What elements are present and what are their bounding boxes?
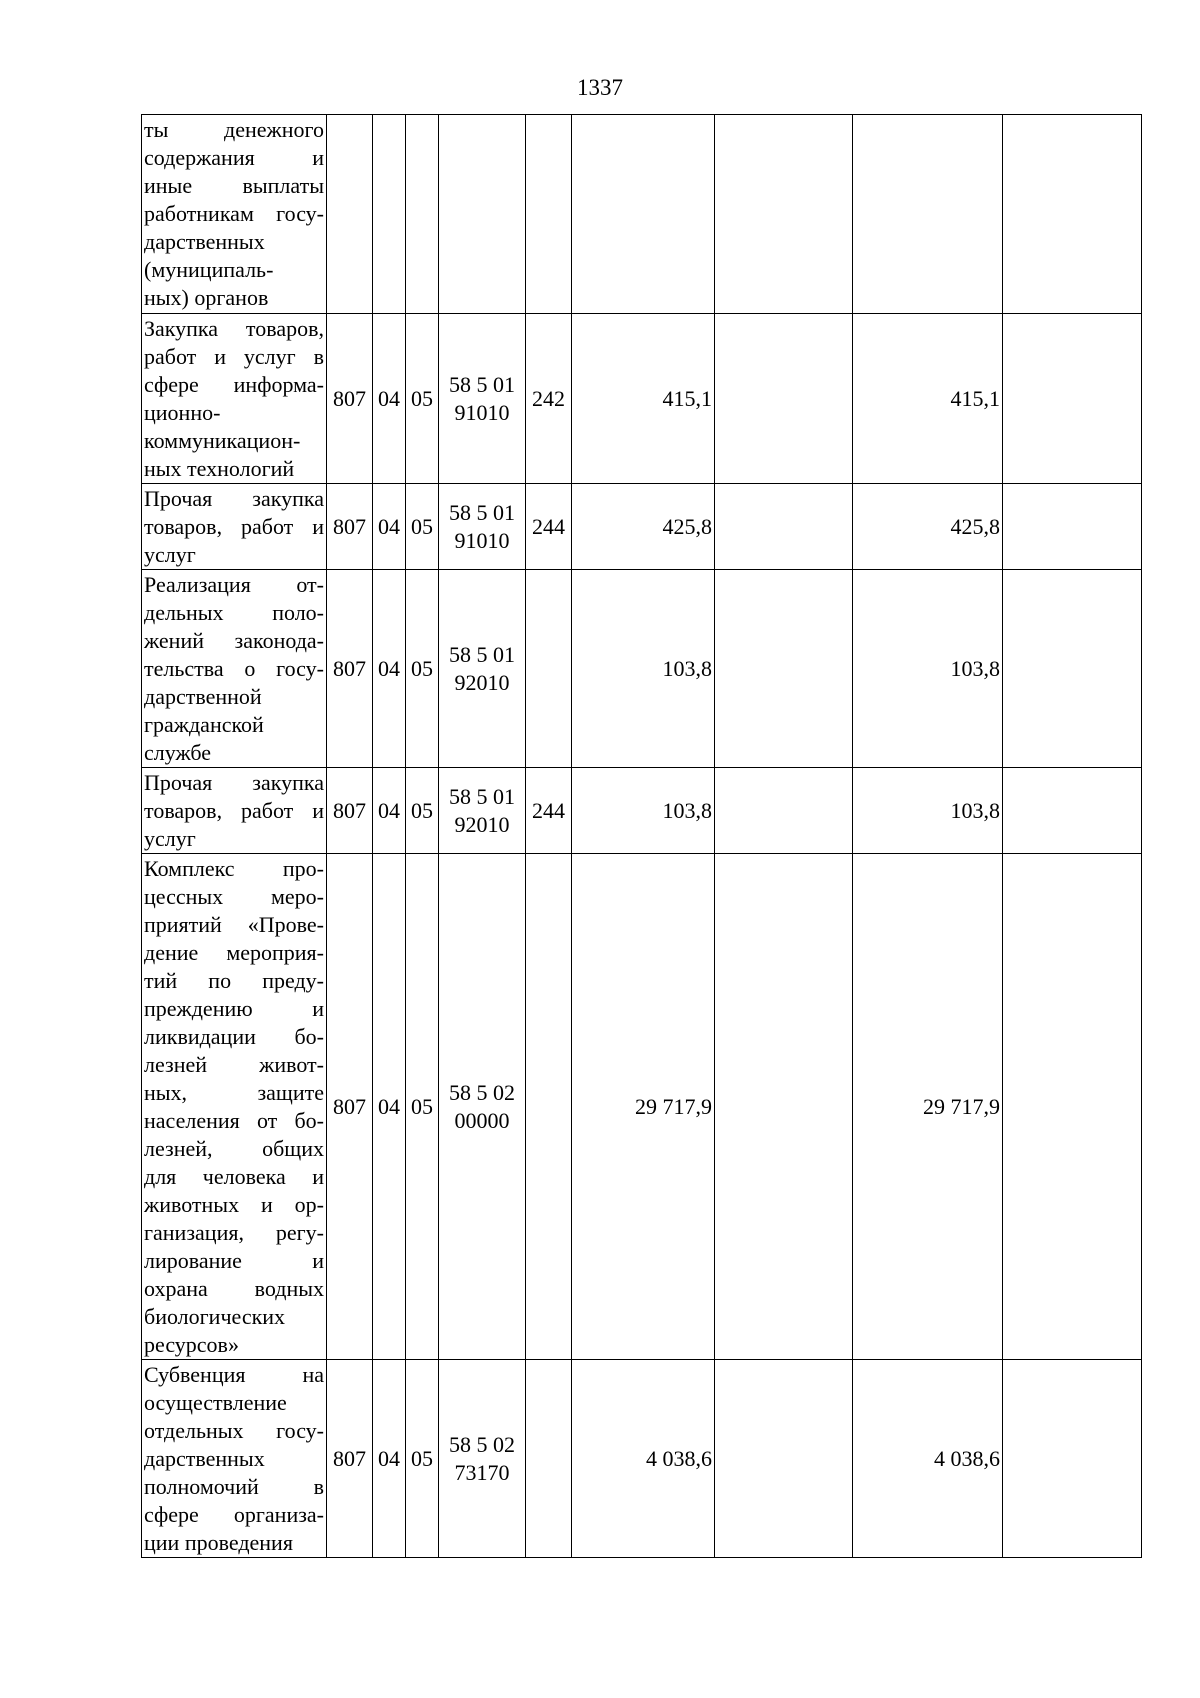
amount-cell-1 <box>572 115 715 314</box>
section-code-cell: 04 <box>373 314 406 484</box>
row-name-line: жений законода- <box>144 627 324 653</box>
amount-cell-1: 29 717,9 <box>572 854 715 1360</box>
budget-table <box>141 114 1142 1558</box>
row-name-line: иные выплаты <box>144 173 324 198</box>
ministry-code-cell: 807 <box>327 768 373 854</box>
amount-cell-3 <box>1003 484 1142 570</box>
amount-cell-2: 425,8 <box>853 484 1003 570</box>
section-code-cell: 04 <box>373 484 406 570</box>
subsection-code-cell <box>406 115 439 314</box>
row-name-line: службе <box>144 739 212 765</box>
table-row <box>142 570 1142 768</box>
target-article-part: 58 5 02 <box>449 1079 515 1105</box>
amount-cell-1: 425,8 <box>572 484 715 570</box>
section-code-cell <box>373 115 406 314</box>
row-name-line: охрана водных <box>144 1275 324 1301</box>
empty-cell <box>715 1360 853 1558</box>
ministry-code-cell: 807 <box>327 854 373 1360</box>
expense-type-cell: 244 <box>526 484 572 570</box>
row-name-line: приятий «Прове- <box>144 911 324 937</box>
row-name-cell <box>142 314 327 484</box>
row-name-line: ционно- <box>144 399 221 425</box>
amount-cell-1: 415,1 <box>572 314 715 484</box>
row-name-cell <box>142 484 327 570</box>
empty-cell <box>715 854 853 1360</box>
amount-cell-2: 29 717,9 <box>853 854 1003 1360</box>
target-article-part: 58 5 02 <box>449 1431 515 1457</box>
target-article-cell <box>439 768 526 854</box>
row-name-line: ных, защите <box>144 1079 324 1105</box>
table-row <box>142 854 1142 1360</box>
section-code-cell: 04 <box>373 1360 406 1558</box>
row-name-line: товаров, работ и <box>144 513 324 539</box>
subsection-code-cell: 05 <box>406 768 439 854</box>
row-name-line: тельства о госу- <box>144 655 324 681</box>
target-article-cell <box>439 115 526 314</box>
target-article-part: 58 5 01 <box>449 641 515 667</box>
row-name-line: товаров, работ и <box>144 797 324 823</box>
amount-cell-2: 103,8 <box>853 570 1003 768</box>
amount-cell-2: 103,8 <box>853 768 1003 854</box>
target-article-part: 58 5 01 <box>449 499 515 525</box>
amount-cell-3 <box>1003 115 1142 314</box>
ministry-code-cell: 807 <box>327 1360 373 1558</box>
row-name-line: Прочая закупка <box>144 485 324 511</box>
row-name-line: для человека и <box>144 1163 324 1189</box>
row-name-line: Субвенция на <box>144 1361 324 1387</box>
table-row <box>142 1360 1142 1558</box>
amount-cell-3 <box>1003 314 1142 484</box>
row-name-line: биологических <box>144 1303 286 1329</box>
row-name-line: услуг <box>144 825 196 851</box>
expense-type-cell: 242 <box>526 314 572 484</box>
ministry-code-cell: 807 <box>327 484 373 570</box>
row-name-line: работникам госу- <box>144 201 324 226</box>
row-name-line: услуг <box>144 541 196 567</box>
row-name-line: содержания и <box>144 145 324 170</box>
row-name-line: ных) органов <box>144 285 269 310</box>
row-name-line: лирование и <box>144 1247 324 1273</box>
amount-cell-3 <box>1003 768 1142 854</box>
table-body <box>142 115 1142 1558</box>
row-name-cell <box>142 1360 327 1558</box>
row-name-line: гражданской <box>144 711 264 737</box>
expense-type-cell <box>526 115 572 314</box>
target-article-cell <box>439 854 526 1360</box>
row-name-line: дарственных <box>144 229 265 254</box>
expense-type-cell: 244 <box>526 768 572 854</box>
row-name-line: сфере организа- <box>144 1501 324 1527</box>
row-name-line: лезней, общих <box>144 1135 324 1161</box>
target-article-part: 58 5 01 <box>449 783 515 809</box>
empty-cell <box>715 768 853 854</box>
row-name-line: животных и ор- <box>144 1191 324 1217</box>
row-name-line: сфере информа- <box>144 371 324 397</box>
row-name-cell <box>142 854 327 1360</box>
row-name-line: ганизация, регу- <box>144 1219 324 1245</box>
row-name-line: ции проведения <box>144 1529 293 1555</box>
row-name-line: дение мероприя- <box>144 939 324 965</box>
amount-cell-3 <box>1003 854 1142 1360</box>
amount-cell-2: 415,1 <box>853 314 1003 484</box>
row-name-line: цессных меро- <box>144 883 324 909</box>
row-name-line: тий по преду- <box>144 967 324 993</box>
table-row <box>142 484 1142 570</box>
row-name-cell <box>142 115 327 314</box>
target-article-cell <box>439 314 526 484</box>
subsection-code-cell: 05 <box>406 1360 439 1558</box>
amount-cell-1: 103,8 <box>572 570 715 768</box>
target-article-cell <box>439 1360 526 1558</box>
amount-cell-1: 103,8 <box>572 768 715 854</box>
amount-cell-3 <box>1003 1360 1142 1558</box>
row-name-line: дарственных <box>144 1445 265 1471</box>
target-article-part: 73170 <box>454 1459 510 1485</box>
table-row <box>142 115 1142 314</box>
section-code-cell: 04 <box>373 854 406 1360</box>
amount-cell-3 <box>1003 570 1142 768</box>
target-article-part: 91010 <box>454 527 510 553</box>
empty-cell <box>715 115 853 314</box>
expense-type-cell <box>526 570 572 768</box>
target-article-part: 91010 <box>454 399 510 425</box>
empty-cell <box>715 314 853 484</box>
expense-type-cell <box>526 854 572 1360</box>
target-article-part: 58 5 01 <box>449 371 515 397</box>
row-name-line: Комплекс про- <box>144 855 324 881</box>
row-name-line: ты денежного <box>144 117 324 142</box>
row-name-line: ликвидации бо- <box>144 1023 324 1049</box>
amount-cell-2: 4 038,6 <box>853 1360 1003 1558</box>
row-name-line: преждению и <box>144 995 324 1021</box>
row-name-line: Прочая закупка <box>144 769 324 795</box>
target-article-part: 92010 <box>454 811 510 837</box>
row-name-line: работ и услуг в <box>144 343 324 369</box>
row-name-line: Реализация от- <box>144 571 324 597</box>
row-name-line: коммуникацион- <box>144 427 301 453</box>
table-row <box>142 768 1142 854</box>
subsection-code-cell: 05 <box>406 484 439 570</box>
row-name-line: отдельных госу- <box>144 1417 324 1443</box>
row-name-line: дарственной <box>144 683 262 709</box>
amount-cell-1: 4 038,6 <box>572 1360 715 1558</box>
row-name-line: полномочий в <box>144 1473 324 1499</box>
target-article-cell <box>439 570 526 768</box>
row-name-line: ресурсов» <box>144 1331 239 1357</box>
row-name-line: (муниципаль- <box>144 257 274 282</box>
row-name-cell <box>142 570 327 768</box>
ministry-code-cell <box>327 115 373 314</box>
empty-cell <box>715 570 853 768</box>
ministry-code-cell: 807 <box>327 570 373 768</box>
ministry-code-cell: 807 <box>327 314 373 484</box>
row-name-line: лезней живот- <box>144 1051 324 1077</box>
row-name-line: дельных поло- <box>144 599 324 625</box>
subsection-code-cell: 05 <box>406 314 439 484</box>
target-article-part: 00000 <box>454 1107 510 1133</box>
row-name-line: ных технологий <box>144 455 295 481</box>
section-code-cell: 04 <box>373 570 406 768</box>
subsection-code-cell: 05 <box>406 570 439 768</box>
section-code-cell: 04 <box>373 768 406 854</box>
row-name-line: населения от бо- <box>144 1107 324 1133</box>
page-number: 1337 <box>577 75 623 100</box>
target-article-part: 92010 <box>454 669 510 695</box>
table-row <box>142 314 1142 484</box>
empty-cell <box>715 484 853 570</box>
subsection-code-cell: 05 <box>406 854 439 1360</box>
expense-type-cell <box>526 1360 572 1558</box>
row-name-line: осуществление <box>144 1389 287 1415</box>
row-name-line: Закупка товаров, <box>144 315 324 341</box>
row-name-cell <box>142 768 327 854</box>
amount-cell-2 <box>853 115 1003 314</box>
target-article-cell <box>439 484 526 570</box>
